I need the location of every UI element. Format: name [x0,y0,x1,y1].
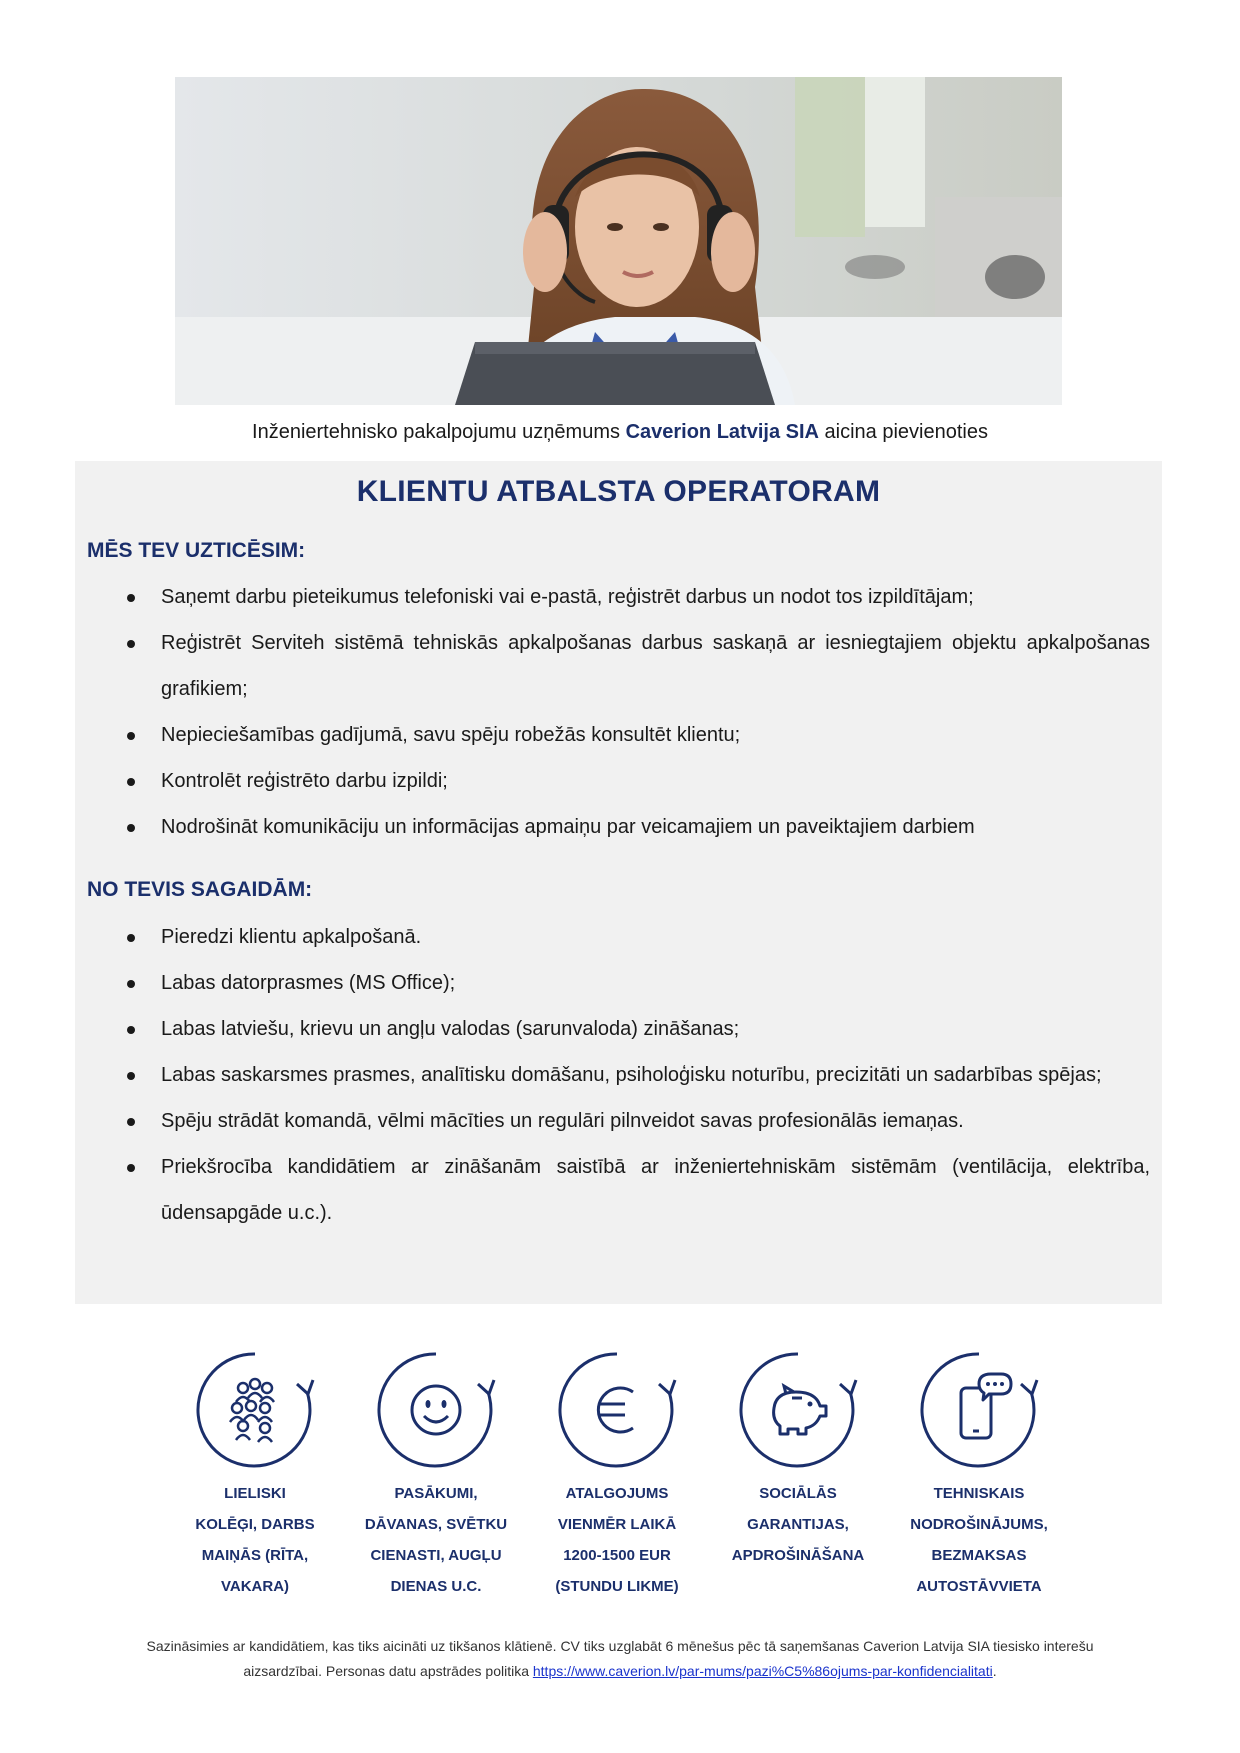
list-item: Saņemt darbu pieteikumus telefoniski vai e-pastā, reģistrēt darbus un nodot tos izpildītājam; [75,574,1162,620]
people-group-icon [193,1348,317,1468]
benefit-label: LIELISKI KOLĒĢI, DARBS MAIŅĀS (RĪTA, VAKARA) [195,1485,315,1595]
bullet-icon [127,732,135,740]
list-item: Spēju strādāt komandā, vēlmi mācīties un regulāri pilnveidot savas profesionālās iemaņas. [75,1098,1162,1144]
bullet-icon [127,594,135,602]
bullet-icon [127,1072,135,1080]
bullet-icon [127,1026,135,1034]
responsibilities-list [75,574,1162,850]
phone-chat-icon [917,1348,1041,1468]
bullet-icon [127,934,135,942]
benefits-row [180,1348,1080,1608]
list-item: Reģistrēt Serviteh sistēmā tehniskās apkalpošanas darbus saskaņā ar iesniegtajiem objektu apkalpošanas grafikiem; [75,620,1162,712]
requirements-list [75,914,1162,1236]
intro-text-end: aicina pievienoties [818,421,988,443]
piggy-bank-icon [736,1348,860,1468]
bullet-icon [127,824,135,832]
benefit-label: PASĀKUMI, DĀVANAS, SVĒTKU CIENASTI, AUGĻU DIENAS U.C. [364,1485,508,1595]
list-item: Labas saskarsmes prasmes, analītisku domāšanu, psiholoģisku noturību, precizitāti un sadarbības spējas; [75,1052,1162,1098]
list-item: Kontrolēt reģistrēto darbu izpildi; [75,758,1162,804]
responsibilities-heading: MĒS TEV UZTICĒSIM: [87,539,306,562]
bullet-icon [127,980,135,988]
benefit-label: TEHNISKAIS NODROŠINĀJUMS, BEZMAKSAS AUTOSTĀVVIETA [910,1485,1048,1595]
list-item: Pieredzi klientu apkalpošanā. [75,914,1162,960]
list-item: Labas latviešu, krievu un angļu valodas (sarunvaloda) zināšanas; [75,1006,1162,1052]
smiley-icon [374,1348,498,1468]
list-item: Nodrošināt komunikāciju un informācijas apmaiņu par veicamajiem un paveiktajiem darbiem [75,804,1162,850]
list-item: Priekšrocība kandidātiem ar zināšanām saistībā ar inženiertehniskām sistēmām (ventilācija, elektrība, ūdensapgāde u.c.). [75,1144,1162,1236]
bullet-icon [127,640,135,648]
intro-line [0,417,1240,447]
list-item: Nepieciešamības gadījumā, savu spēju robežās konsultēt klientu; [75,712,1162,758]
intro-text: Inženiertehnisko pakalpojumu uzņēmums [252,421,626,443]
requirements-heading: NO TEVIS SAGAIDĀM: [87,878,313,901]
job-description-panel [75,461,1162,1304]
hero-photo [175,77,1062,405]
benefit-label: SOCIĀLĀS GARANTIJAS, APDROŠINĀŠANA [731,1485,865,1564]
bullet-icon [127,778,135,786]
euro-icon [555,1348,679,1468]
footer-line-2: aizsardzībai. Personas datu apstrādes politika https://www.caverion.lv/par-mums/pazi%C5%86ojums-par-konfidencialitati. [243,1663,997,1679]
privacy-policy-link[interactable]: https://www.caverion.lv/par-mums/pazi%C5%86ojums-par-konfidencialitati [532,1663,993,1679]
bullet-icon [127,1118,135,1126]
company-name: Caverion Latvija SIA [625,421,819,443]
footer-line-1: Sazināsimies ar kandidātiem, kas tiks aicināti uz tikšanos klātienē. CV tiks uzglabāt 6 mēnešus pēc tā saņemšanas Caverion Latvija SIA tiesisko interešu [146,1638,1094,1654]
operator-headset-image [175,77,1062,405]
benefit-label: ATALGOJUMS VIENMĒR LAIKĀ 1200-1500 EUR (STUNDU LIKME) [555,1485,679,1595]
privacy-footer [80,1634,1160,1684]
bullet-icon [127,1164,135,1172]
list-item: Labas datorprasmes (MS Office); [75,960,1162,1006]
job-title: KLIENTU ATBALSTA OPERATORAM [356,475,881,508]
